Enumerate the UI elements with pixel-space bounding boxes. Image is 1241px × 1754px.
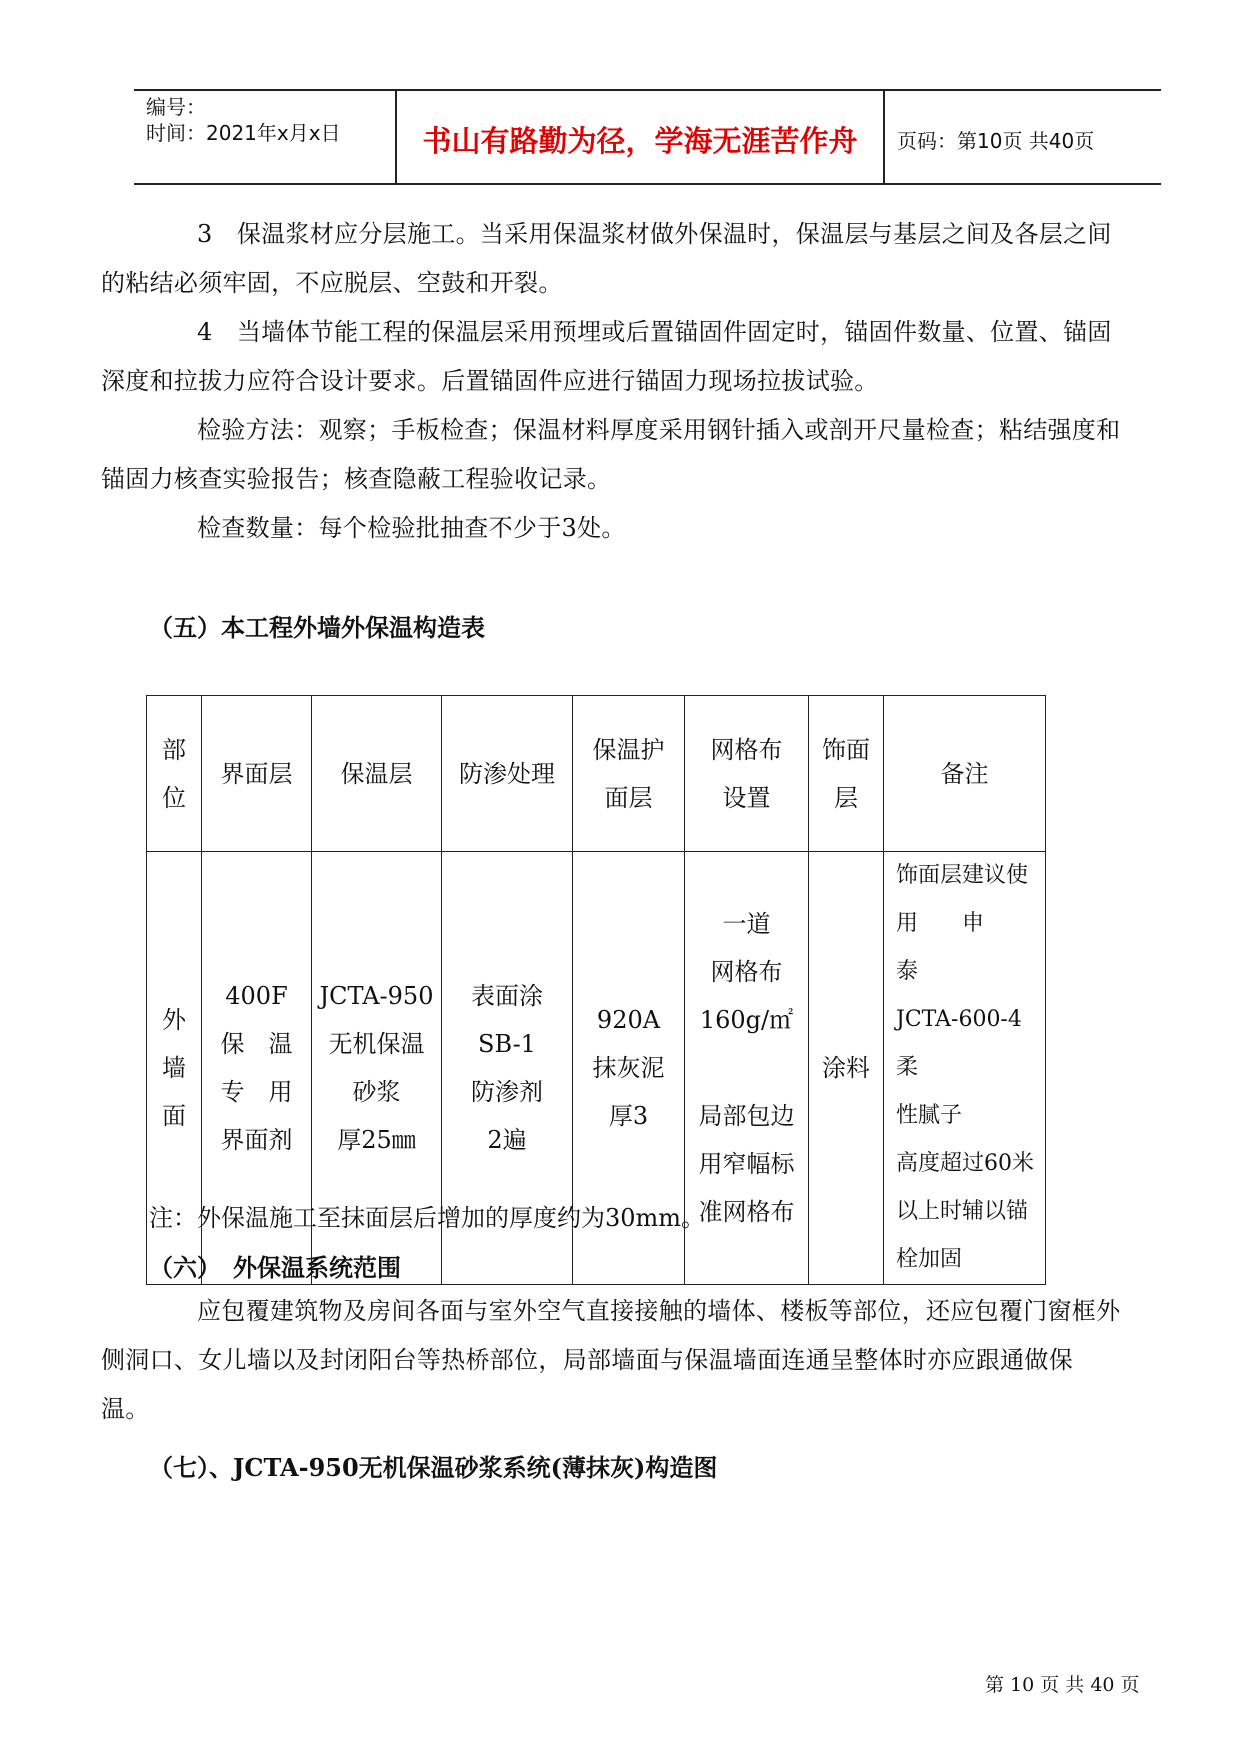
cell-mesh: 一道 网格布 160g/㎡ 局部包边 用窄幅标 准网格布 (685, 852, 809, 1285)
table-note: 注：外保温施工至抹面层后增加的厚度约为30mm。 (149, 1204, 706, 1232)
cell-protect: 920A 抹灰泥 厚3 (573, 852, 685, 1285)
section-5-title: （五）本工程外墙外保温构造表 (149, 613, 485, 642)
paragraph-line: 4 当墙体节能工程的保温层采用预埋或后置锚固件固定时，锚固件数量、位置、锚固 (197, 318, 1112, 346)
paragraph-item-3 (101, 210, 1149, 308)
page-footer: 第 10 页 共 40 页 (985, 1674, 1140, 1696)
paragraph-inspection-method (101, 406, 1149, 504)
header-cell-mesh: 网格布设置 (685, 696, 809, 852)
header-cell-part: 部位 (147, 696, 202, 852)
insulation-construction-table (146, 695, 1046, 1285)
paragraph-line: 温。 (101, 1395, 150, 1423)
table-header-row (147, 696, 1046, 852)
header-left-cell (134, 91, 397, 183)
document-time-label: 时间：2021年x月x日 (146, 121, 341, 145)
header-cell-protect: 保温护面层 (573, 696, 685, 852)
paragraph-line: 的粘结必须牢固，不应脱层、空鼓和开裂。 (101, 269, 563, 297)
cell-waterproof: 表面涂 SB-1 防渗剂 2遍 (442, 852, 573, 1285)
cell-part: 外 墙 面 (147, 852, 202, 1285)
paragraph-line: 3 保温浆材应分层施工。当采用保温浆材做外保温时，保温层与基层之间及各层之间 (197, 220, 1112, 248)
cell-remark: 饰面层建议使 用 申 泰 JCTA-600-4柔 性腻子 高度超过60米 以上时辅以锚 栓加固 (884, 852, 1046, 1285)
cell-finish: 涂料 (809, 852, 884, 1285)
paragraph-item-4 (101, 308, 1149, 406)
section-7-title: （七）、JCTA-950无机保温砂浆系统(薄抹灰)构造图 (149, 1453, 718, 1482)
section-6-title: （六） 外保温系统范围 (149, 1253, 401, 1282)
paragraph-line: 锚固力核查实验报告；核查隐蔽工程验收记录。 (101, 465, 612, 493)
paragraph-line: 应包覆建筑物及房间各面与室外空气直接接触的墙体、楼板等部位，还应包覆门窗框外 (197, 1297, 1121, 1325)
paragraph-line: 检验方法：观察；手板检查；保温材料厚度采用钢针插入或剖开尺量检查；粘结强度和 (197, 416, 1121, 444)
cell-interface: 400F 保 温 专 用 界面剂 (202, 852, 312, 1285)
cell-insulation: JCTA-950 无机保温 砂浆 厚25㎜ (312, 852, 442, 1285)
header-cell-insulation: 保温层 (312, 696, 442, 852)
header-motto-cell (397, 91, 885, 183)
header-motto: 书山有路勤为径，学海无涯苦作舟 (422, 124, 858, 158)
header-cell-waterproof: 防渗处理 (442, 696, 573, 852)
header-cell-remark: 备注 (884, 696, 1046, 852)
section-6-paragraph (101, 1287, 1149, 1434)
page-header (134, 89, 1161, 185)
header-cell-finish: 饰面层 (809, 696, 884, 852)
paragraph-line: 深度和拉拔力应符合设计要求。后置锚固件应进行锚固力现场拉拔试验。 (101, 367, 879, 395)
header-page-code: 页码：第10页 共40页 (897, 129, 1095, 153)
paragraph-line: 侧洞口、女儿墙以及封闭阳台等热桥部位，局部墙面与保温墙面连通呈整体时亦应跟通做保 (101, 1346, 1073, 1374)
document-number-label: 编号： (146, 95, 206, 119)
header-page-cell (885, 91, 1161, 183)
paragraph-inspection-quantity: 检查数量：每个检验批抽查不少于3处。 (197, 514, 626, 542)
header-cell-interface: 界面层 (202, 696, 312, 852)
